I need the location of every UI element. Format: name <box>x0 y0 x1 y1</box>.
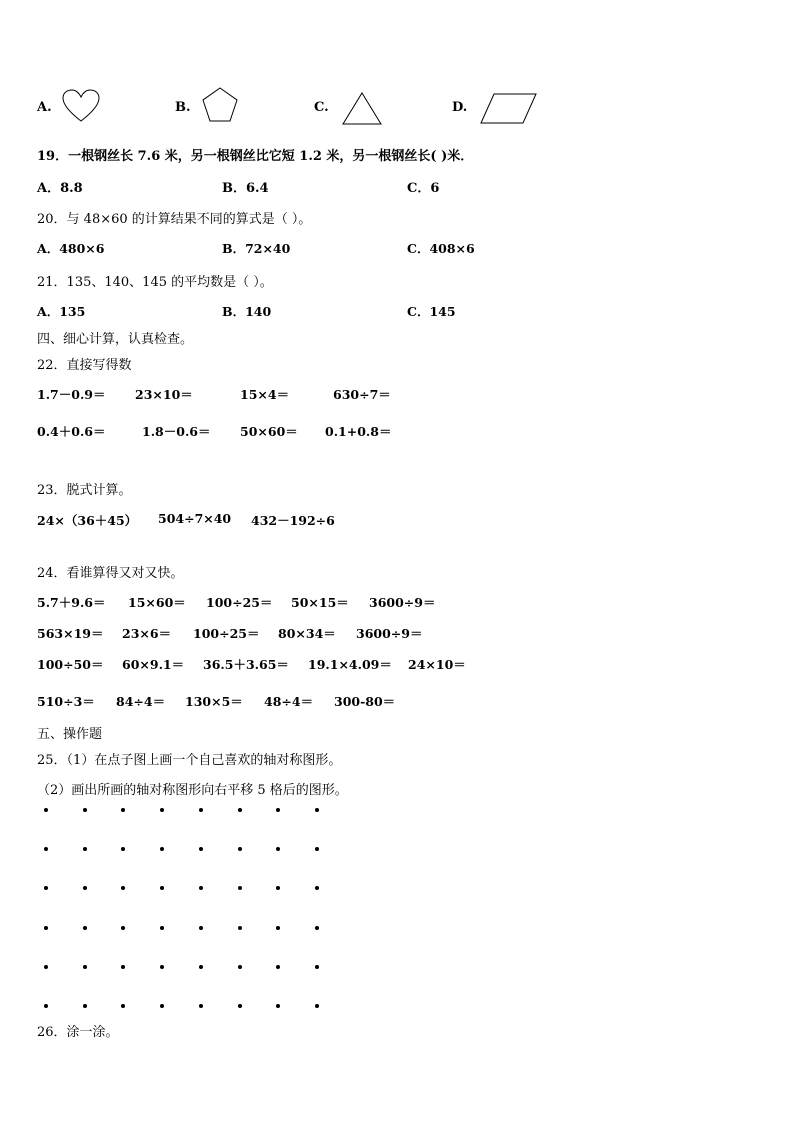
grid-dot[interactable] <box>83 926 87 930</box>
q21-option-c[interactable]: C．145 <box>407 304 456 319</box>
q18-option-b-label: B. <box>175 100 191 115</box>
q22-item: 50×60＝ <box>240 424 298 439</box>
q22-item: 1.7－0.9＝ <box>37 387 106 402</box>
grid-dot[interactable] <box>160 965 164 969</box>
q21-option-a[interactable]: A．135 <box>37 304 86 319</box>
grid-dot[interactable] <box>44 965 48 969</box>
q22-item: 1.8－0.6＝ <box>142 424 211 439</box>
q24-item: 84÷4＝ <box>116 694 166 709</box>
q22-item: 0.1+0.8＝ <box>325 424 392 439</box>
section-4-title: 四、细心计算，认真检查。 <box>37 332 194 347</box>
grid-dot[interactable] <box>199 886 203 890</box>
q24-item: 5.7＋9.6＝ <box>37 595 106 610</box>
grid-dot[interactable] <box>199 1004 203 1008</box>
q21-question: 21．135、140、145 的平均数是（ ）。 <box>37 275 273 290</box>
q24-item: 19.1×4.09＝ <box>308 657 392 672</box>
q22-question: 22．直接写得数 <box>37 358 132 373</box>
grid-dot[interactable] <box>160 886 164 890</box>
grid-dot[interactable] <box>315 965 319 969</box>
q24-item: 100÷25＝ <box>206 595 273 610</box>
grid-dot[interactable] <box>276 847 280 851</box>
grid-dot[interactable] <box>276 965 280 969</box>
grid-dot[interactable] <box>315 808 319 812</box>
q22-item: 15×4＝ <box>240 387 290 402</box>
grid-dot[interactable] <box>315 926 319 930</box>
q24-item: 23×6＝ <box>122 626 172 641</box>
grid-dot[interactable] <box>315 886 319 890</box>
grid-dot[interactable] <box>160 808 164 812</box>
q23-item: 24×（36＋45） <box>37 513 138 528</box>
grid-dot[interactable] <box>44 886 48 890</box>
grid-dot[interactable] <box>199 808 203 812</box>
grid-dot[interactable] <box>199 926 203 930</box>
q25-line-1: 25．（1）在点子图上画一个自己喜欢的轴对称图形。 <box>37 753 342 768</box>
q23-question: 23．脱式计算。 <box>37 483 132 498</box>
q19-option-b[interactable]: B．6.4 <box>222 181 269 196</box>
q20-option-a[interactable]: A．480×6 <box>37 241 105 256</box>
q20-option-b[interactable]: B．72×40 <box>222 241 291 256</box>
grid-dot[interactable] <box>160 926 164 930</box>
q25-line-2: （2）画出所画的轴对称图形向右平移 5 格后的图形。 <box>37 783 348 798</box>
grid-dot[interactable] <box>276 1004 280 1008</box>
q20-question: 20．与 48×60 的计算结果不同的算式是（ ）。 <box>37 212 312 227</box>
grid-dot[interactable] <box>238 926 242 930</box>
q24-question: 24．看谁算得又对又快。 <box>37 566 184 581</box>
q24-item: 3600÷9＝ <box>356 626 423 641</box>
grid-dot[interactable] <box>315 1004 319 1008</box>
grid-dot[interactable] <box>121 1004 125 1008</box>
grid-dot[interactable] <box>160 1004 164 1008</box>
q24-item: 300-80＝ <box>334 694 396 709</box>
grid-dot[interactable] <box>44 1004 48 1008</box>
grid-dot[interactable] <box>121 926 125 930</box>
q18-option-a-label: A. <box>37 100 52 115</box>
q18-option-c-label: C. <box>314 100 329 115</box>
grid-dot[interactable] <box>44 847 48 851</box>
grid-dot[interactable] <box>238 1004 242 1008</box>
grid-dot[interactable] <box>44 926 48 930</box>
grid-dot[interactable] <box>83 808 87 812</box>
q22-item: 630÷7＝ <box>333 387 391 402</box>
q22-item: 23×10＝ <box>135 387 193 402</box>
grid-dot[interactable] <box>160 847 164 851</box>
grid-dot[interactable] <box>238 808 242 812</box>
q20-option-c[interactable]: C．408×6 <box>407 241 475 256</box>
q22-item: 0.4＋0.6＝ <box>37 424 106 439</box>
grid-dot[interactable] <box>121 965 125 969</box>
q24-item: 563×19＝ <box>37 626 104 641</box>
grid-dot[interactable] <box>121 847 125 851</box>
q24-item: 60×9.1＝ <box>122 657 185 672</box>
q18-option-d-label: D. <box>452 100 468 115</box>
q19-option-c[interactable]: C．6 <box>407 181 440 196</box>
q24-item: 48÷4＝ <box>264 694 314 709</box>
grid-dot[interactable] <box>276 886 280 890</box>
q19-question: 19．一根钢丝长 7.6 米，另一根钢丝比它短 1.2 米，另一根钢丝长( )米． <box>37 149 474 164</box>
q19-option-a[interactable]: A．8.8 <box>37 181 83 196</box>
q21-option-b[interactable]: B．140 <box>222 304 272 319</box>
grid-dot[interactable] <box>83 847 87 851</box>
q23-item: 504÷7×40 <box>158 511 232 526</box>
q24-item: 36.5＋3.65＝ <box>203 657 289 672</box>
q24-item: 510÷3＝ <box>37 694 95 709</box>
grid-dot[interactable] <box>199 965 203 969</box>
q24-item: 50×15＝ <box>291 595 349 610</box>
grid-dot[interactable] <box>315 847 319 851</box>
q23-item: 432－192÷6 <box>251 513 335 528</box>
q24-item: 3600÷9＝ <box>369 595 436 610</box>
q24-item: 130×5＝ <box>185 694 243 709</box>
grid-dot[interactable] <box>83 1004 87 1008</box>
grid-dot[interactable] <box>44 808 48 812</box>
grid-dot[interactable] <box>83 886 87 890</box>
grid-dot[interactable] <box>238 886 242 890</box>
grid-dot[interactable] <box>83 965 87 969</box>
section-5-title: 五、操作题 <box>37 727 103 742</box>
grid-dot[interactable] <box>238 965 242 969</box>
grid-dot[interactable] <box>199 847 203 851</box>
grid-dot[interactable] <box>121 808 125 812</box>
q24-item: 100÷25＝ <box>193 626 260 641</box>
q24-item: 15×60＝ <box>128 595 186 610</box>
q24-item: 80×34＝ <box>278 626 336 641</box>
q26-question: 26．涂一涂。 <box>37 1025 119 1040</box>
grid-dot[interactable] <box>238 847 242 851</box>
q24-item: 100÷50＝ <box>37 657 104 672</box>
grid-dot[interactable] <box>121 886 125 890</box>
grid-dot[interactable] <box>276 926 280 930</box>
q24-item: 24×10＝ <box>408 657 466 672</box>
grid-dot[interactable] <box>276 808 280 812</box>
